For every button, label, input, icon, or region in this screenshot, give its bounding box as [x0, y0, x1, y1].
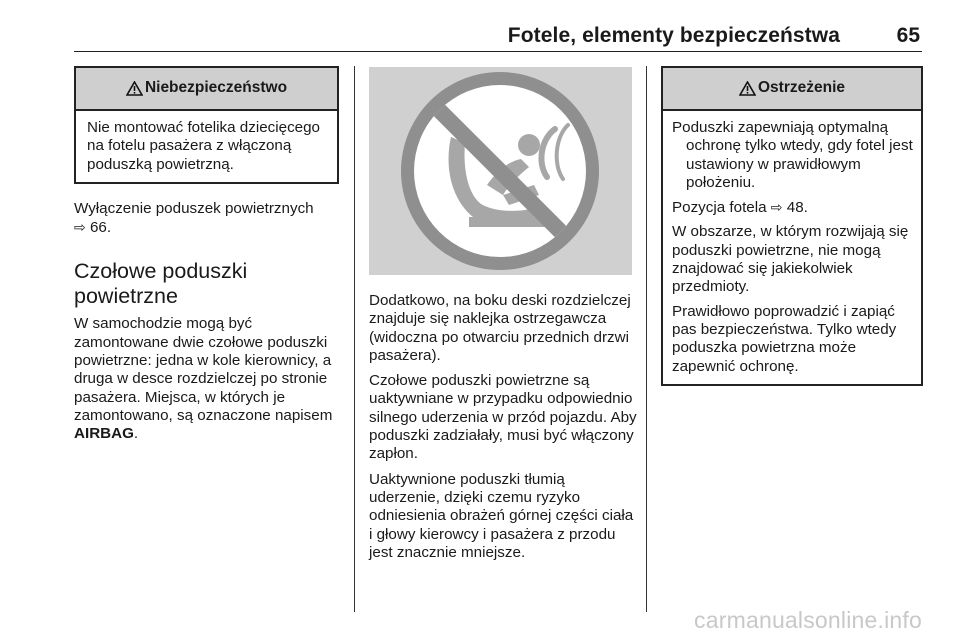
warning-seat-position-text: Poduszki zapewniają optymalną ochronę tylko wtedy, gdy fotel jest ustawiony w prawidłowym położeniu. [672, 119, 913, 191]
page-number: 65 [896, 24, 920, 47]
middle-column [369, 292, 637, 569]
seat-position-ref-paragraph [672, 198, 915, 217]
front-airbags-paragraph [74, 315, 339, 443]
front-airbags-heading: Czołowe poduszki powietrzne [74, 259, 248, 309]
activation-paragraph: Czołowe poduszki powietrzne są uaktywniane w przypadku odpowiednio silnego uderzenia w przód pojazdu. Aby poduszki zadziałały, musi być włączony zapłon. [369, 372, 637, 463]
left-column [74, 66, 339, 451]
reference-arrow-icon: ⇨ [74, 219, 86, 236]
warning-box-body [663, 111, 921, 384]
deployment-area-text: W obszarze, w którym rozwijają się poduszki powietrzne, nie mogą znajdować się jakiekolwiek przedmioty. [672, 223, 909, 296]
watermark: carmanualsonline.info [694, 607, 922, 633]
no-child-seat-airbag-pictogram [369, 67, 632, 275]
deactivation-page-ref[interactable]: 66. [89, 219, 112, 237]
page-section-title: Fotele, elementy bezpieczeństwa [507, 24, 840, 47]
seat-position-page-ref[interactable]: 48. [786, 199, 808, 217]
danger-box-text: Nie montować fotelika dziecięcego na fotelu pasażera z włączoną poduszką powietrzną. [87, 119, 320, 173]
airbag-label: AIRBAG [74, 425, 134, 443]
seat-position-text: Pozycja fotela [672, 199, 767, 217]
deactivation-text: Wyłączenie poduszek powietrznych [74, 199, 314, 217]
danger-box-header [76, 68, 337, 111]
deactivation-paragraph [74, 200, 339, 238]
column-divider-right [646, 66, 647, 612]
warning-box-title: Ostrzeżenie [757, 79, 845, 97]
sticker-paragraph: Dodatkowo, na boku deski rozdzielczej znajduje się naklejka ostrzegawcza (widoczna po otwarciu przednich drzwi pasażera). [369, 292, 631, 364]
right-column [661, 66, 923, 386]
column-divider-left [354, 66, 355, 612]
warning-triangle-icon [739, 81, 756, 96]
warning-box [661, 66, 923, 386]
warning-box-header [663, 68, 921, 111]
danger-box-body [76, 111, 337, 182]
airbag-period: . [133, 425, 139, 443]
header-divider [74, 51, 922, 52]
danger-box-title: Niebezpieczeństwo [144, 79, 288, 97]
reference-arrow-icon: ⇨ [770, 199, 783, 216]
front-airbags-text: W samochodzie mogą być zamontowane dwie czołowe poduszki powietrzne: jedna w kole kierownicy, a druga w desce rozdzielczej po stronie pasażera. Miejsca, w których je zamontowano, są oznaczone napisem [74, 315, 333, 424]
warning-triangle-icon [126, 81, 143, 96]
seat-belt-text: Prawidłowo poprowadzić i zapiąć pas bezpieczeństwa. Tylko wtedy poduszka powietrzna może zapewnić ochronę. [672, 302, 897, 375]
protection-paragraph: Uaktywnione poduszki tłumią uderzenie, dzięki czemu ryzyko odniesienia obrażeń górnej części ciała i głowy kierowcy i pasażera z przodu jest znacznie mniejsze. [369, 470, 634, 561]
danger-box [74, 66, 339, 184]
